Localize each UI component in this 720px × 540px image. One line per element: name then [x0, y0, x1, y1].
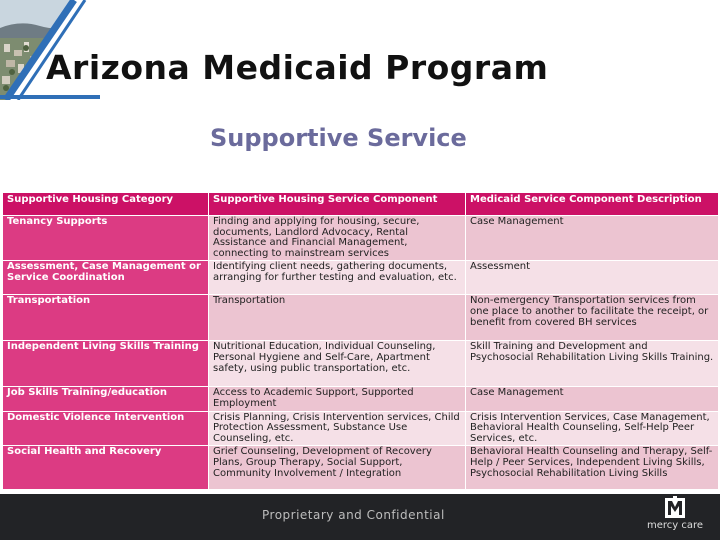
table-row: [3, 216, 719, 261]
table-row: [3, 387, 719, 411]
header-category: Supportive Housing Category: [3, 193, 209, 216]
cell-category: Job Skills Training/education: [3, 387, 209, 411]
table-row: [3, 446, 719, 490]
cell-category: Assessment, Case Management or Service Coordination: [3, 261, 209, 295]
section-subtitle: Supportive Service: [210, 124, 467, 152]
cell-medicaid: Skill Training and Development and Psychosocial Rehabilitation Living Skills Training.: [466, 341, 719, 387]
confidential-notice: Proprietary and Confidential: [262, 508, 445, 522]
cell-medicaid: Case Management: [466, 387, 719, 411]
cell-category: Independent Living Skills Training: [3, 341, 209, 387]
table-row: [3, 341, 719, 387]
table-row: [3, 261, 719, 295]
cell-component: Transportation: [209, 295, 466, 341]
cell-medicaid: Behavioral Health Counseling and Therapy, Self-Help / Peer Services, Independent Living Skills, Psychosocial Rehabilitation Living Skills: [466, 446, 719, 490]
cell-category: Tenancy Supports: [3, 216, 209, 261]
mercy-care-logo-mark-icon: [663, 496, 687, 520]
header-medicaid: Medicaid Service Component Description: [466, 193, 719, 216]
cell-category: Domestic Violence Intervention: [3, 411, 209, 446]
table-row: [3, 295, 719, 341]
cell-component: Identifying client needs, gathering documents, arranging for further testing and evaluation, etc.: [209, 261, 466, 295]
logo-text: mercy care: [646, 520, 704, 531]
table-header-row: [3, 193, 719, 216]
cell-category: Transportation: [3, 295, 209, 341]
footer-bar: [0, 494, 720, 540]
page-title: Arizona Medicaid Program: [46, 48, 549, 87]
cell-medicaid: Assessment: [466, 261, 719, 295]
cell-category: Social Health and Recovery: [3, 446, 209, 490]
cell-medicaid: Non-emergency Transportation services from one place to another to facilitate the receipt, or benefit from covered BH services: [466, 295, 719, 341]
cell-component: Access to Academic Support, Supported Employment: [209, 387, 466, 411]
cell-component: Grief Counseling, Development of Recovery Plans, Group Therapy, Social Support, Community Involvement / Integration: [209, 446, 466, 490]
header-component: Supportive Housing Service Component: [209, 193, 466, 216]
cell-component: Crisis Planning, Crisis Intervention services, Child Protection Assessment, Substance Use Counseling, etc.: [209, 411, 466, 446]
cell-medicaid: Case Management: [466, 216, 719, 261]
table-row: [3, 411, 719, 446]
cell-medicaid: Crisis Intervention Services, Case Management, Behavioral Health Counseling, Self-Help Peer Services, etc.: [466, 411, 719, 446]
supportive-service-table: [2, 192, 719, 490]
cell-component: Nutritional Education, Individual Counseling, Personal Hygiene and Self-Care, Apartment safety, using public transportation, etc.: [209, 341, 466, 387]
mercy-care-logo: [640, 496, 710, 536]
cell-component: Finding and applying for housing, secure, documents, Landlord Advocacy, Rental Assistance and Financial Management, connecting to mainstream services: [209, 216, 466, 261]
